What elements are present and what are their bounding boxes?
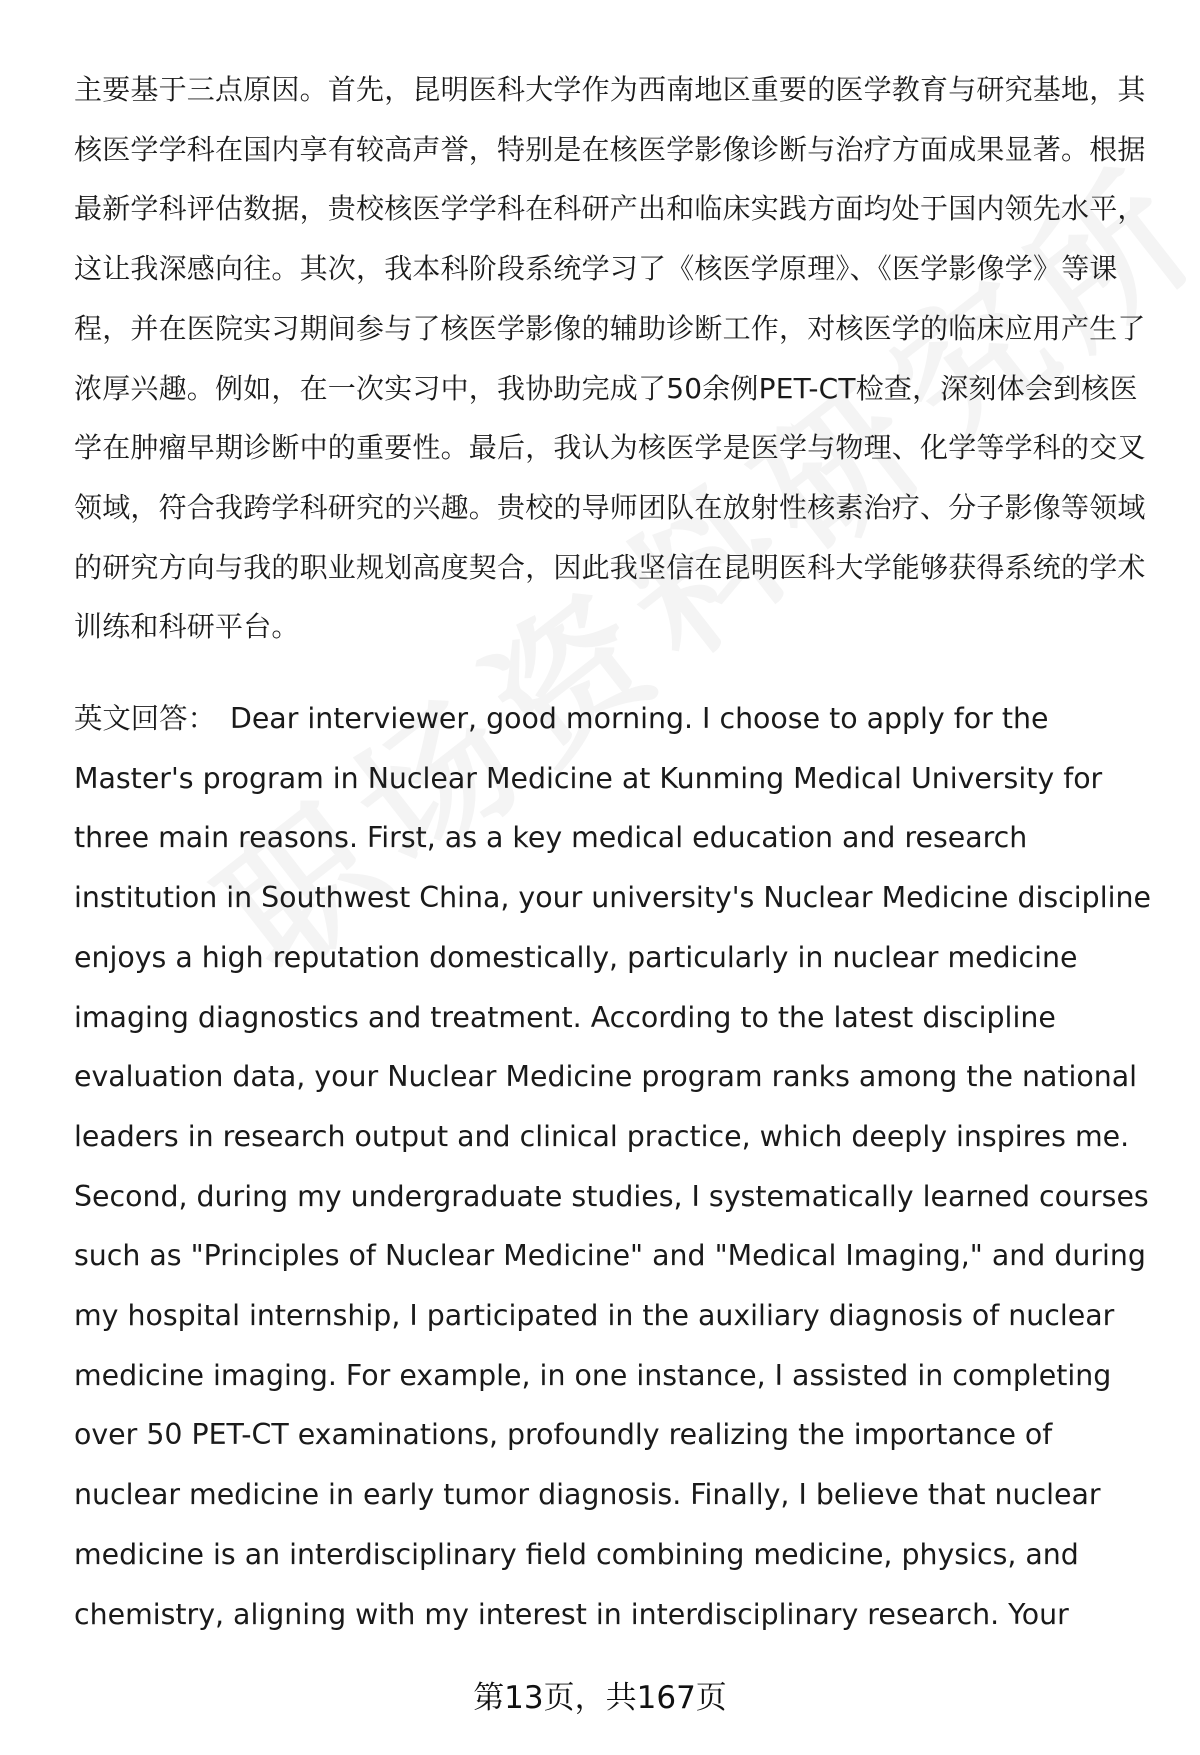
chinese-answer-paragraph: 主要基于三点原因。首先，昆明医科大学作为西南地区重要的医学教育与研究基地，其核医学学科在国内享有较高声誉，特别是在核医学影像诊断与治疗方面成果显著。根据最新学科评估数据，贵校核医学学科在科研产出和临床实践方面均处于国内领先水平，这让我深感向往。其次，我本科阶段系统学习了《核医学原理》、《医学影像学》等课程，并在医院实习期间参与了核医学影像的辅助诊断工作，对核医学的临床应用产生了浓厚兴趣。例如，在一次实习中，我协助完成了50余例PET-CT检查，深刻体会到核医学在肿瘤早期诊断中的重要性。最后，我认为核医学是医学与物理、化学等学科的交叉领域，符合我跨学科研究的兴趣。贵校的导师团队在放射性核素治疗、分子影像等领域的研究方向与我的职业规划高度契合，因此我坚信在昆明医科大学能够获得系统的学术训练和科研平台。 [74,73,1146,644]
english-answer-label: 英文回答： [74,702,216,735]
english-answer-text: Dear interviewer, good morning. I choose to apply for the Master's program in Nuclear Medicine at Kunming Medical University for three main reasons. First, as a key medical education and research institution in Southwest China, your university's Nuclear Medicine discipline enjoys a high reputation domestically, particularly in nuclear medicine imaging diagnostics and treatment. According to the latest discipline evaluation data, your Nuclear Medicine program ranks among the national leaders in research output and clinical practice, which deeply inspires me. Second, during my undergraduate studies, I systematically learned courses such as "Principles of Nuclear Medicine" and "Medical Imaging," and during my hospital internship, I participated in the auxiliary diagnosis of nuclear medicine imaging. For example, in one instance, I assisted in completing over 50 PET-CT examinations, profoundly realizing the importance of nuclear medicine in early tumor diagnosis. Finally, I believe that nuclear medicine is an interdisciplinary field combining medicine, physics, and chemistry, aligning with my interest in interdisciplinary research. Your [74,702,1151,1631]
page-number-footer: 第13页，共167页 [473,1680,727,1716]
english-answer-paragraph [74,689,1154,1644]
